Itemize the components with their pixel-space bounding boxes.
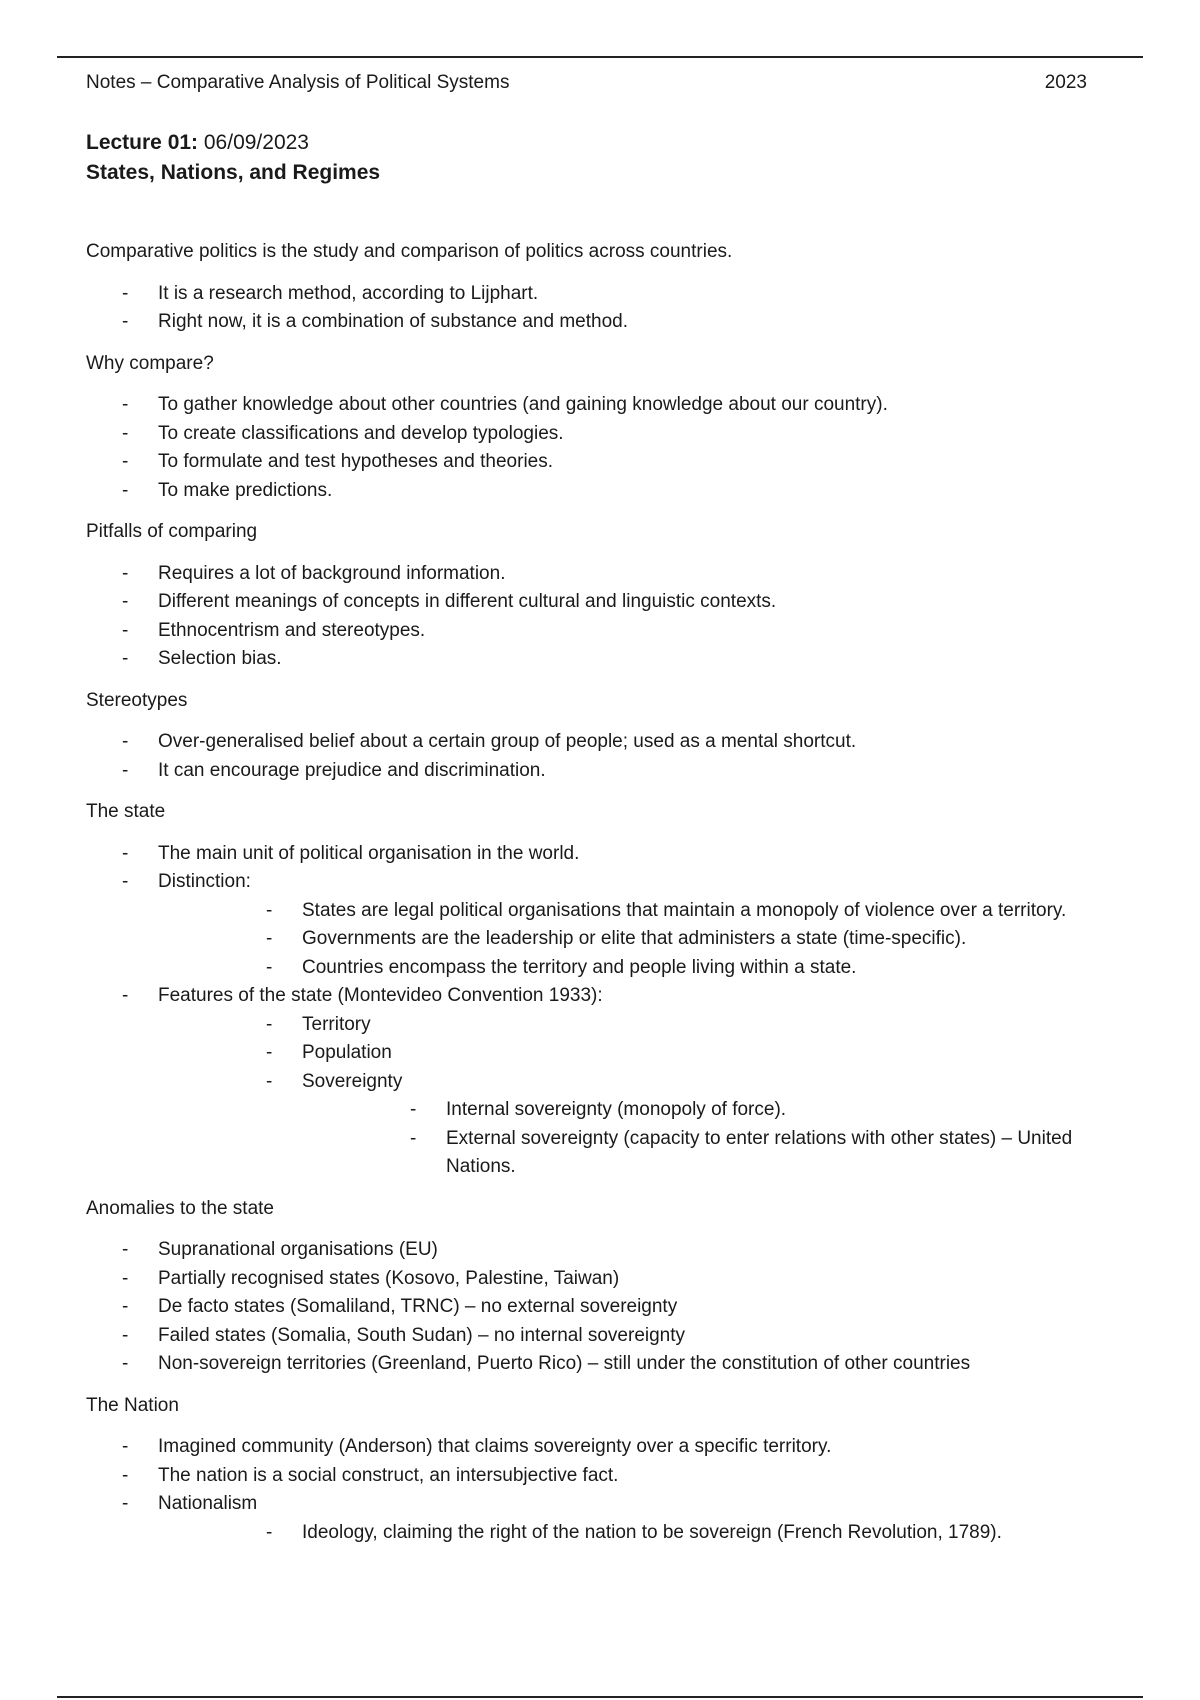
lecture-title: States, Nations, and Regimes	[86, 161, 381, 184]
list-item: - Governments are the leadership or elite that administers a state (time-specific).	[230, 925, 1126, 954]
nation-list	[86, 1433, 1126, 1547]
list-item	[86, 1490, 1126, 1547]
intro-list	[86, 280, 1126, 337]
list-item: - Non-sovereign territories (Greenland, Puerto Rico) – still under the constitution of other countries	[86, 1350, 1126, 1379]
list-item: - To create classifications and develop typologies.	[86, 420, 1126, 449]
list-item: - Territory	[230, 1011, 1126, 1040]
header-course-title: Notes – Comparative Analysis of Political Systems	[86, 72, 510, 93]
list-item: - To formulate and test hypotheses and theories.	[86, 448, 1126, 477]
list-item: - Ideology, claiming the right of the nation to be sovereign (French Revolution, 1789).	[230, 1519, 1126, 1548]
distinction-list	[230, 897, 1126, 983]
list-item: - It can encourage prejudice and discrimination.	[86, 757, 1126, 786]
list-item	[230, 1068, 1126, 1182]
list-item: - The nation is a social construct, an intersubjective fact.	[86, 1462, 1126, 1491]
section-heading-anomalies: Anomalies to the state	[86, 1197, 274, 1219]
list-item: - To gather knowledge about other countries (and gaining knowledge about our country).	[86, 391, 1126, 420]
list-item: - Population	[230, 1039, 1126, 1068]
list-item: - Different meanings of concepts in different cultural and linguistic contexts.	[86, 588, 1126, 617]
section-heading-state: The state	[86, 801, 166, 822]
list-item-text: Sovereignty	[302, 1070, 403, 1092]
why-list	[86, 391, 1126, 505]
list-item: - Right now, it is a combination of substance and method.	[86, 308, 1126, 337]
sovereignty-list	[374, 1096, 1126, 1182]
list-item-text: Features of the state (Montevideo Convention 1933):	[158, 985, 603, 1006]
list-item: - Requires a lot of background information.	[86, 560, 1126, 589]
page-header	[86, 72, 1087, 94]
section-heading-nation: The Nation	[86, 1394, 179, 1416]
list-item: - States are legal political organisations that maintain a monopoly of violence over a territory.	[230, 897, 1126, 926]
list-item: - Failed states (Somalia, South Sudan) – no internal sovereignty	[86, 1322, 1126, 1351]
bottom-rule	[57, 1696, 1143, 1698]
state-list	[86, 840, 1126, 1182]
notes-body	[86, 238, 1126, 1560]
top-rule	[57, 56, 1143, 58]
lecture-line	[86, 131, 309, 155]
anomalies-list	[86, 1236, 1126, 1379]
intro-text: Comparative politics is the study and comparison of politics across countries.	[86, 241, 733, 262]
list-item-text: Nationalism	[158, 1493, 258, 1514]
lecture-date: 06/09/2023	[198, 131, 309, 154]
list-item: - The main unit of political organisation in the world.	[86, 840, 1126, 869]
section-heading-stereotypes: Stereotypes	[86, 689, 188, 711]
list-item: - Over-generalised belief about a certain group of people; used as a mental shortcut.	[86, 728, 1126, 757]
list-item: - Partially recognised states (Kosovo, Palestine, Taiwan)	[86, 1265, 1126, 1294]
pitfalls-list	[86, 560, 1126, 674]
list-item: - Supranational organisations (EU)	[86, 1236, 1126, 1265]
list-item: - Selection bias.	[86, 645, 1126, 674]
features-list	[230, 1011, 1126, 1182]
list-item: - Countries encompass the territory and people living within a state.	[230, 954, 1126, 983]
section-heading-why: Why compare?	[86, 352, 214, 374]
list-item: - De facto states (Somaliland, TRNC) – no external sovereignty	[86, 1293, 1126, 1322]
list-item-text: Distinction:	[158, 871, 251, 892]
nationalism-list	[230, 1519, 1126, 1548]
lecture-label: Lecture 01:	[86, 131, 199, 154]
list-item	[86, 982, 1126, 1182]
list-item: - Internal sovereignty (monopoly of force).	[374, 1096, 1126, 1125]
list-item: - To make predictions.	[86, 477, 1126, 506]
list-item	[86, 868, 1126, 982]
list-item: - Ethnocentrism and stereotypes.	[86, 617, 1126, 646]
list-item: - External sovereignty (capacity to enter relations with other states) – United Nations.	[374, 1125, 1126, 1182]
section-heading-pitfalls: Pitfalls of comparing	[86, 521, 258, 542]
list-item: - It is a research method, according to Lijphart.	[86, 280, 1126, 309]
header-year: 2023	[1044, 72, 1087, 93]
stereotypes-list	[86, 728, 1126, 785]
list-item: - Imagined community (Anderson) that claims sovereignty over a specific territory.	[86, 1433, 1126, 1462]
